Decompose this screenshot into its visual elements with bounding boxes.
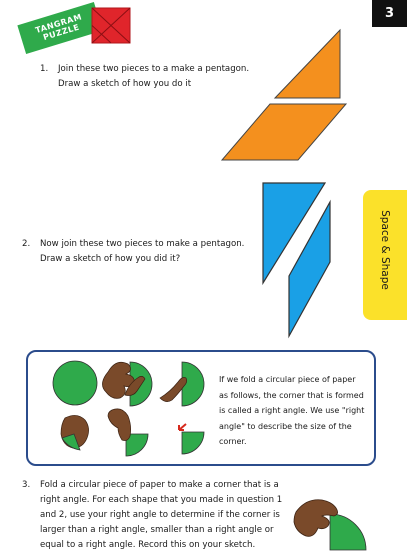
- question-line: and 2, use your right angle to determine if the corner is: [40, 510, 280, 520]
- question-line: equal to a right angle. Record this on your sketch.: [40, 540, 256, 550]
- question-line: Fold a circular piece of paper to make a corner that is a: [40, 480, 279, 490]
- question-line: Join these two pieces to a make a pentagon.: [58, 64, 250, 74]
- page-number: 3: [372, 0, 407, 27]
- info-line: as follows, the corner that is formed: [219, 390, 364, 400]
- info-line: angle" to describe the size of the: [219, 421, 352, 431]
- info-line: If we fold a circular piece of paper: [219, 375, 356, 384]
- quarter-circle: [330, 514, 366, 550]
- question-line: Draw a sketch of how you did it?: [40, 254, 181, 264]
- question-number: 2.: [22, 239, 31, 249]
- badge-text: TANGRAM PUZZLE: [34, 12, 83, 43]
- question-line: larger than a right angle, smaller than a right angle or: [40, 525, 274, 535]
- question-line: Now join these two pieces to make a pentagon.: [40, 239, 245, 249]
- question-line: Draw a sketch of how you do it: [58, 79, 192, 89]
- question-number: 3.: [22, 480, 31, 490]
- info-line: corner.: [219, 437, 247, 446]
- question-number: 1.: [40, 64, 49, 74]
- question-line: right angle. For each shape that you made in question 1: [40, 495, 283, 505]
- section-tab-label: Space & Shape: [379, 210, 391, 290]
- info-line: is called a right angle. We use "right: [219, 406, 365, 415]
